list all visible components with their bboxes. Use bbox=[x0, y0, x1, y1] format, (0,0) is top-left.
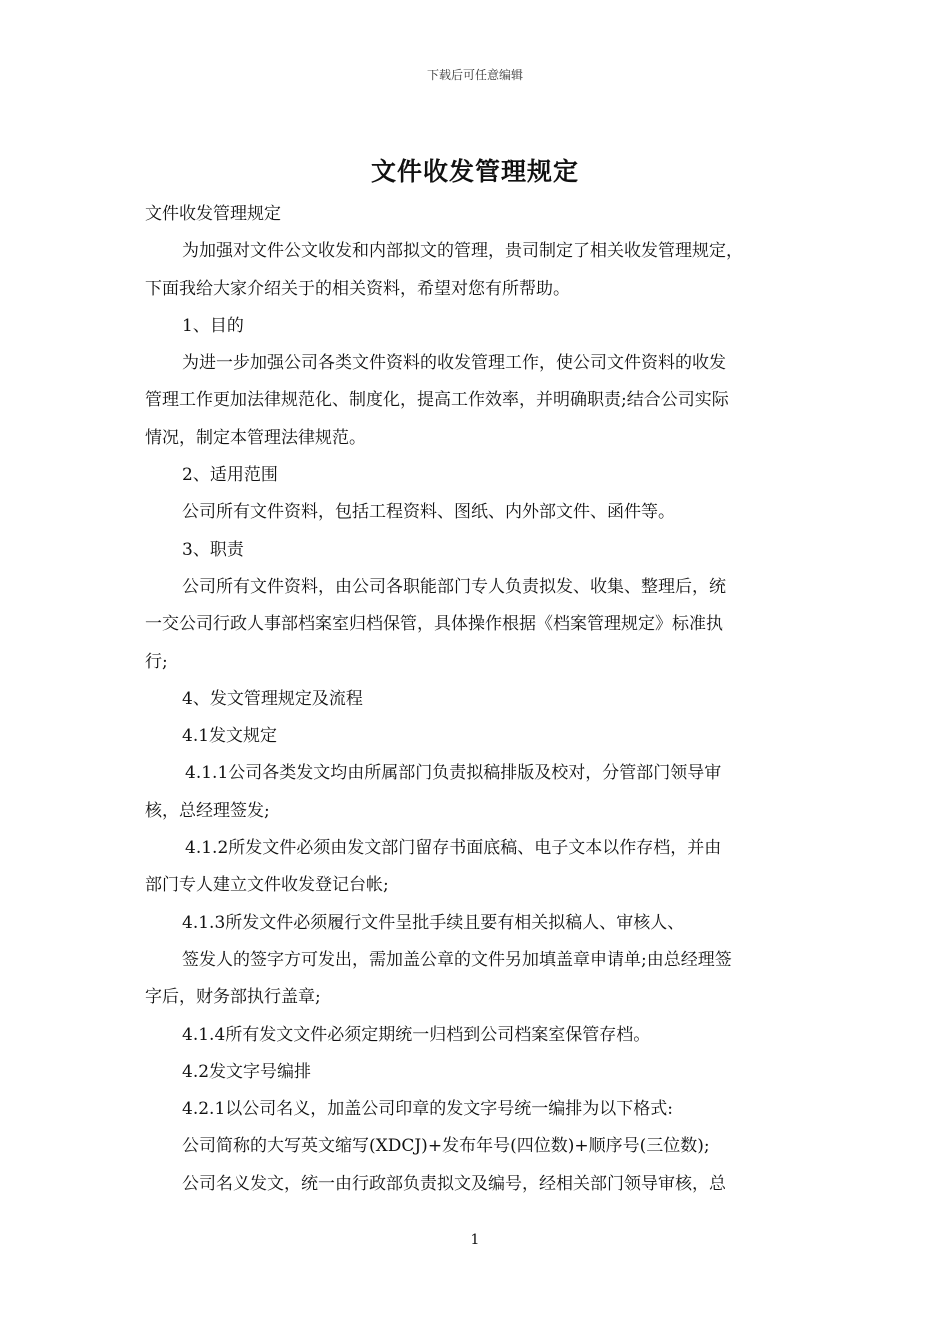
page-header-note: 下载后可任意编辑 bbox=[426, 68, 523, 82]
section-heading-scope: 2、适用范围 bbox=[182, 465, 278, 486]
subsection-heading-numbering: 4.2发文字号编排 bbox=[182, 1061, 312, 1082]
section-heading-purpose: 1、目的 bbox=[182, 315, 244, 336]
purpose-paragraph-line: 管理工作更加法律规范化、制度化，提高工作效率，并明确职责;结合公司实际 bbox=[145, 390, 729, 411]
rule-paragraph-line: 核，总经理签发; bbox=[145, 800, 270, 821]
intro-paragraph-line: 下面我给大家介绍关于的相关资料，希望对您有所帮助。 bbox=[145, 278, 570, 299]
scope-paragraph-line: 公司所有文件资料，包括工程资料、图纸、内外部文件、函件等。 bbox=[182, 502, 675, 523]
document-title: 文件收发管理规定 bbox=[370, 157, 579, 186]
numbering-paragraph-line: 公司名义发文，统一由行政部负责拟文及编号，经相关部门领导审核，总 bbox=[182, 1173, 726, 1194]
numbering-paragraph-line: 公司简称的大写英文缩写(XDCJ)+发布年号(四位数)+顺序号(三位数); bbox=[182, 1136, 710, 1157]
section-heading-duties: 3、职责 bbox=[182, 539, 244, 560]
rule-paragraph-line: 部门专人建立文件收发登记台帐; bbox=[145, 875, 389, 896]
purpose-paragraph-line: 为进一步加强公司各类文件资料的收发管理工作，使公司文件资料的收发 bbox=[182, 353, 726, 374]
document-body bbox=[145, 199, 809, 1206]
intro-paragraph-line: 为加强对文件公文收发和内部拟文的管理，贵司制定了相关收发管理规定， bbox=[182, 241, 743, 262]
rule-paragraph-line: 签发人的签字方可发出，需加盖公章的文件另加填盖章申请单;由总经理签 bbox=[182, 949, 732, 970]
rule-paragraph-line: 4.1.4所有发文文件必须定期统一归档到公司档案室保管存档。 bbox=[182, 1024, 651, 1045]
duties-paragraph-line: 公司所有文件资料，由公司各职能部门专人负责拟发、收集、整理后，统 bbox=[182, 576, 726, 597]
rule-paragraph-line: 字后，财务部执行盖章; bbox=[145, 987, 321, 1008]
duties-paragraph-line: 一交公司行政人事部档案室归档保管，具体操作根据《档案管理规定》标准执 bbox=[145, 614, 723, 635]
rule-paragraph-line: 4.1.2所发文件必须由发文部门留存书面底稿、电子文本以作存档，并由 bbox=[185, 838, 722, 859]
duties-paragraph-line: 行; bbox=[145, 651, 168, 672]
section-heading-dispatch: 4、发文管理规定及流程 bbox=[182, 688, 363, 709]
rule-paragraph-line: 4.1.1公司各类发文均由所属部门负责拟稿排版及校对，分管部门领导审 bbox=[185, 763, 722, 784]
page-number: 1 bbox=[470, 1232, 480, 1248]
rule-paragraph-line: 4.1.3所发文件必须履行文件呈批手续且要有相关拟稿人、审核人、 bbox=[182, 912, 685, 933]
numbering-paragraph-line: 4.2.1以公司名义，加盖公司印章的发文字号统一编排为以下格式: bbox=[182, 1099, 673, 1120]
subtitle-line: 文件收发管理规定 bbox=[145, 204, 281, 224]
subsection-heading-dispatch-rules: 4.1发文规定 bbox=[182, 726, 278, 747]
purpose-paragraph-line: 情况，制定本管理法律规范。 bbox=[145, 427, 366, 448]
